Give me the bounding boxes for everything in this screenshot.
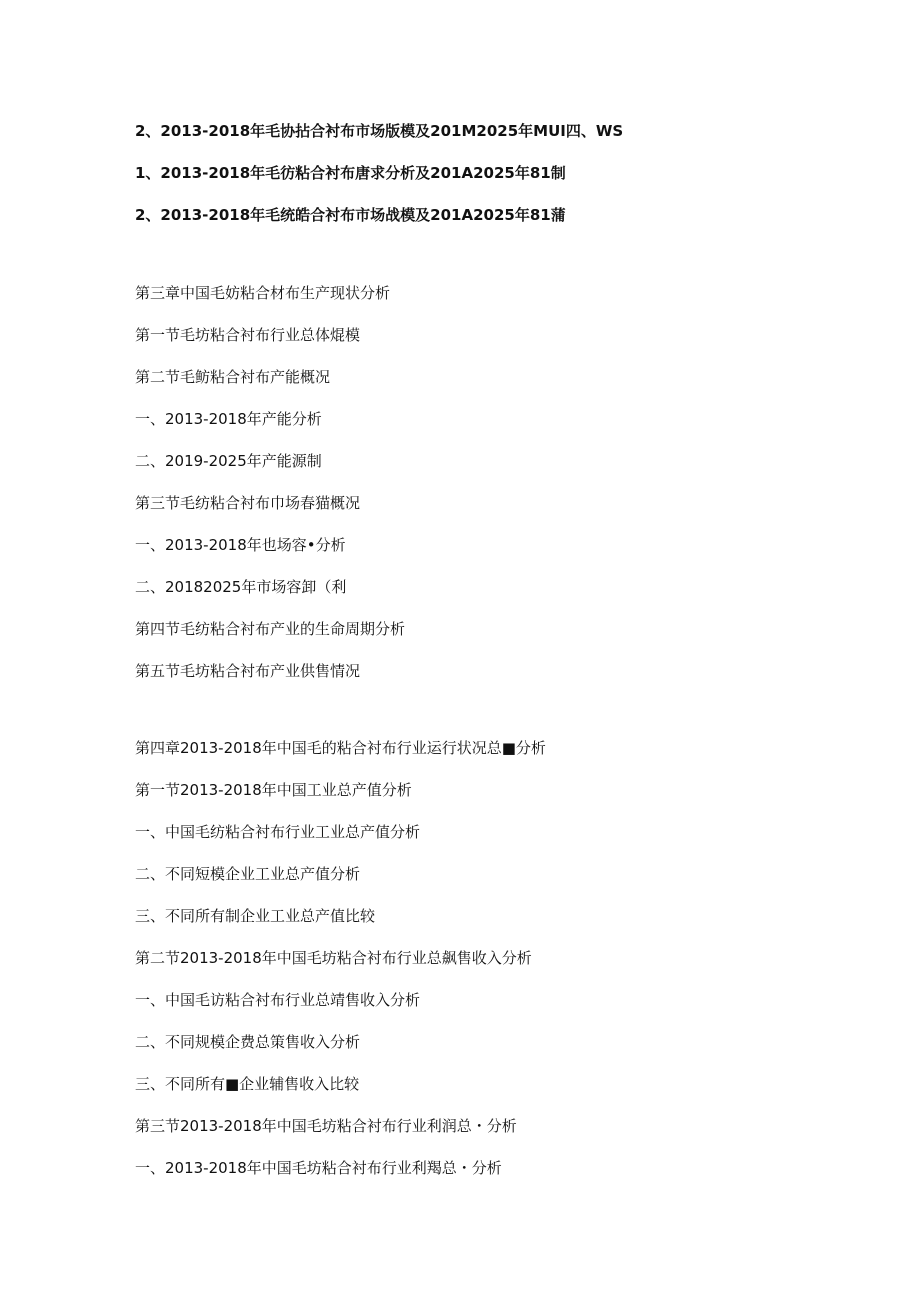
section-heading: 第一节2013-2018年中国工业总产值分析: [135, 781, 412, 799]
section-heading: 第二节毛鲂粘合衬布产能概况: [135, 368, 331, 386]
section-heading: 第三节2013-2018年中国毛坊粘合衬布行业利润总・分析: [135, 1117, 517, 1135]
section-heading: 第二节2013-2018年中国毛坊粘合衬布行业总飙售收入分析: [135, 949, 532, 967]
toc-line: 三、不同所有制企业工业总产值比较: [135, 907, 376, 925]
section-heading: 第一节毛坊粘合衬布行业总体焜模: [135, 326, 361, 344]
toc-line: 一、中国毛访粘合衬布行业总靖售收入分析: [135, 991, 421, 1009]
toc-line: 二、不同短模企业工业总产值分析: [135, 865, 361, 883]
toc-line: 一、2013-2018年产能分析: [135, 410, 322, 428]
toc-line: 二、不同规模企费总策售收入分析: [135, 1033, 361, 1051]
toc-line: 一、中国毛纺粘合衬布行业工业总产值分析: [135, 823, 421, 841]
toc-line: 二、20182025年市场容卸（利: [135, 578, 347, 596]
toc-line: 二、2019-2025年产能源制: [135, 452, 322, 470]
toc-line: 三、不同所有■企业辅售收入比较: [135, 1075, 360, 1093]
section-heading: 第三节毛纺粘合衬布巾场春猫概况: [135, 494, 361, 512]
toc-line: 1、2013-2018年毛彷粘合衬布唐求分析及201A2025年81制: [135, 164, 566, 182]
toc-line: 一、2013-2018年中国毛坊粘合衬布行业利羯总・分析: [135, 1159, 502, 1177]
chapter-heading: 第三章中国毛妨粘合材布生产现状分析: [135, 284, 391, 302]
section-heading: 第四节毛纺粘合衬布产业的生命周期分析: [135, 620, 406, 638]
toc-line: 一、2013-2018年也场容•分析: [135, 536, 346, 554]
section-heading: 第五节毛坊粘合衬布产业供售情况: [135, 662, 361, 680]
chapter-heading: 第四章2013-2018年中国毛的粘合衬布行业运行状况总■分析: [135, 739, 546, 757]
toc-line: 2、2013-2018年毛统皓合衬布市场战模及201A2025年81蒲: [135, 206, 566, 224]
toc-line: 2、2013-2018年毛协拈合衬布市场版模及201M2025年MUI四、WS: [135, 122, 624, 140]
